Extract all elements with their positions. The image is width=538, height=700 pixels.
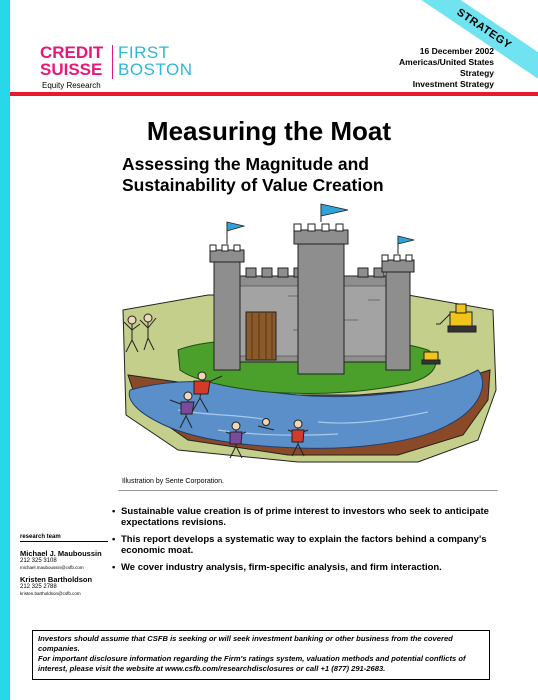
caption-rule (118, 490, 498, 491)
key-point: • Sustainable value creation is of prime interest to investors who seek to anticipate expectations revisions. (112, 506, 492, 528)
logo-boston: BOSTON (118, 60, 193, 79)
report-subcategory: Investment Strategy (412, 79, 494, 89)
logo-first: FIRST (118, 43, 170, 62)
strategy-ribbon: STRATEGY (395, 0, 538, 94)
logo-divider (112, 45, 113, 79)
key-point: • We cover industry analysis, firm-specific analysis, and firm interaction. (112, 562, 492, 573)
analyst-email[interactable]: kristen.bartholdson@csfb.com (20, 591, 81, 596)
castle-moat-illustration (118, 200, 498, 470)
logo-credit: CREDIT (40, 43, 104, 62)
first-boston-wordmark (118, 44, 192, 78)
disclaimer-box (32, 630, 490, 680)
page-title: Measuring the Moat (146, 116, 392, 146)
report-category: Strategy (459, 68, 494, 78)
analyst-phone: 212 325 3108 (20, 558, 57, 564)
report-region: Americas/United States (399, 57, 494, 67)
analyst-entry (20, 575, 108, 596)
analyst-email[interactable]: michael.mauboussin@csfb.com (20, 565, 84, 570)
subtitle-line-2: Sustainability of Value Creation (122, 175, 384, 195)
analyst-name: Kristen Bartholdson (20, 575, 93, 584)
logo-division: Equity Research (42, 81, 101, 90)
page-subtitle (122, 154, 384, 196)
report-meta (399, 46, 494, 90)
credit-suisse-wordmark (40, 44, 103, 78)
key-points (112, 506, 492, 579)
illustration-caption: Illustration by Sente Corporation. (122, 478, 224, 485)
header-red-rule (10, 92, 538, 96)
disclaimer-line-1: Investors should assume that CSFB is seeking or will seek investment banking or other business from the covered companies. (38, 634, 453, 653)
logo-suisse: SUISSE (40, 60, 103, 79)
research-team (20, 534, 108, 601)
key-point: • This report develops a systematic way to explain the factors behind a company's economic moat. (112, 534, 492, 556)
subtitle-line-1: Assessing the Magnitude and (122, 154, 369, 174)
research-team-label: research team (20, 534, 108, 542)
analyst-entry (20, 549, 108, 570)
left-cyan-bar (0, 0, 10, 700)
report-date: 16 December 2002 (419, 46, 494, 56)
analyst-name: Michael J. Mauboussin (20, 549, 102, 558)
disclaimer-line-2: For important disclosure information regarding the Firm's ratings system, valuation methods and potential conflicts of interest, please visit the website at www.csfb.com/researchdisclosures or call +1 (877) 291-2683. (38, 654, 466, 673)
analyst-phone: 212 325 2788 (20, 584, 57, 590)
